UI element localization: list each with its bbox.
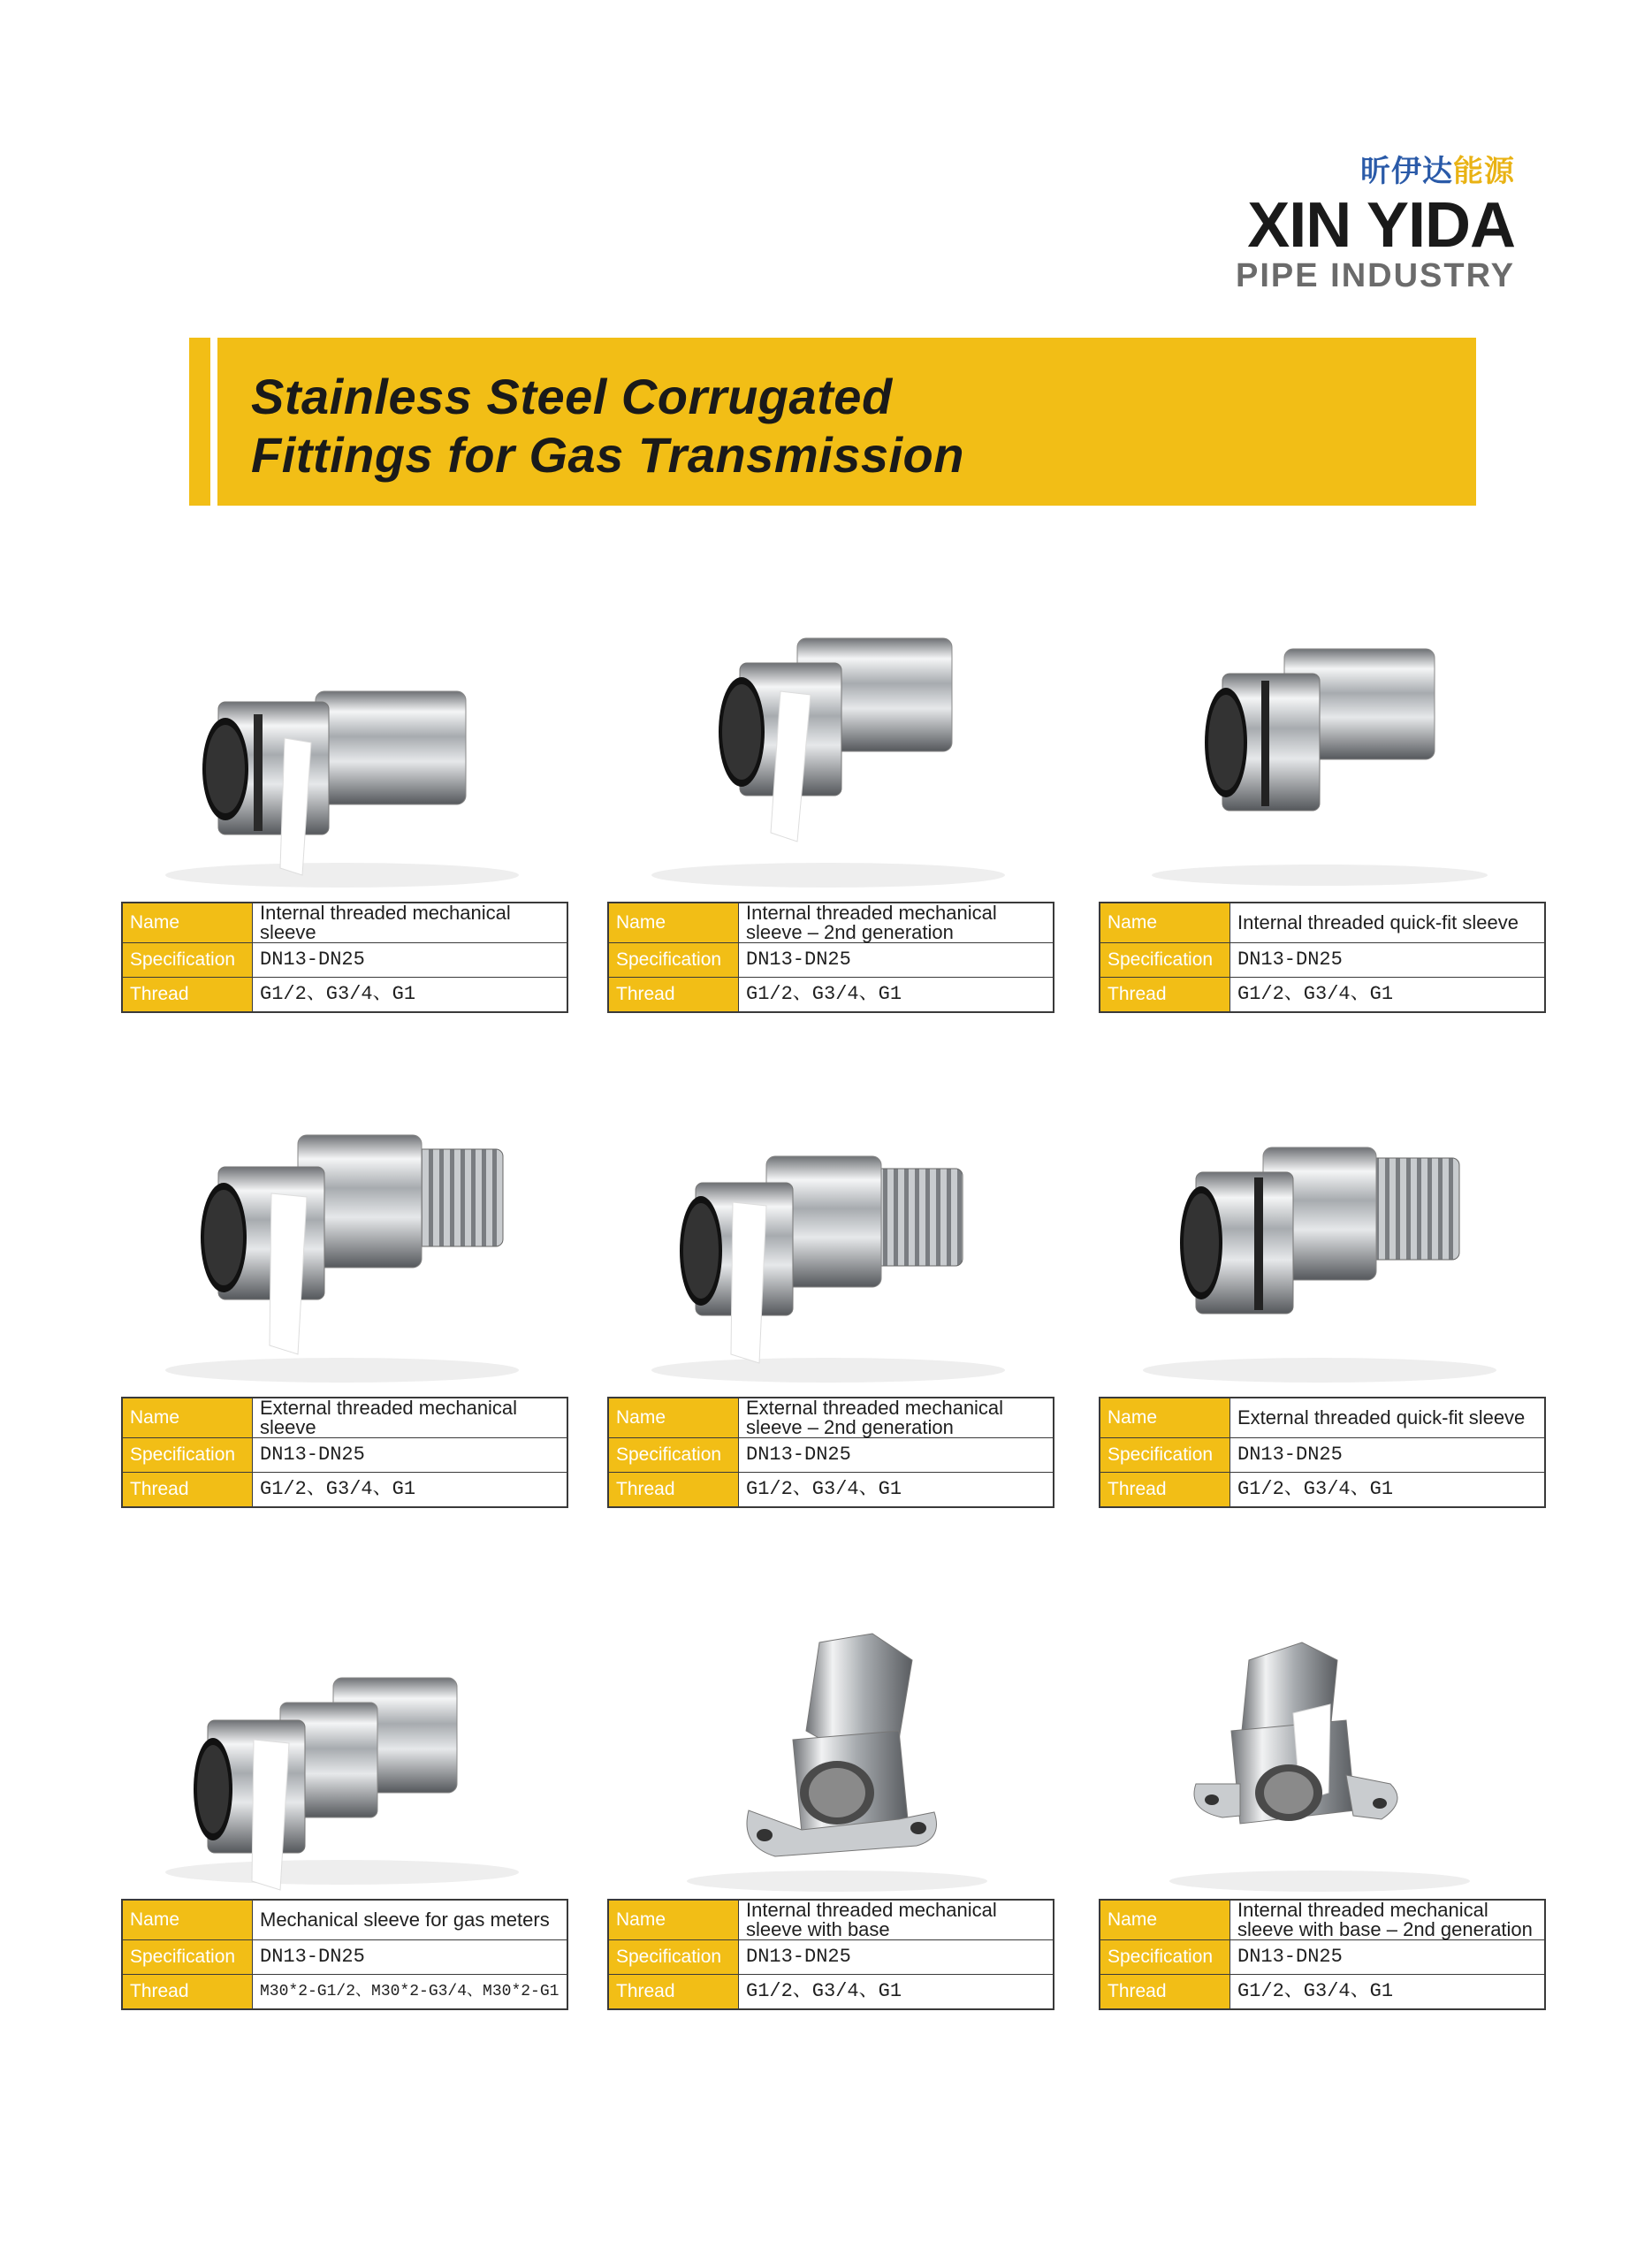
product-image-external-sleeve bbox=[121, 1105, 568, 1397]
spec-row-specification bbox=[608, 943, 1054, 978]
product-name: Internal threaded mechanical sleeve with base – 2nd generation bbox=[1230, 1900, 1546, 1940]
product-card-9 bbox=[1099, 1607, 1546, 2010]
thread-label: Thread bbox=[122, 978, 253, 1013]
spec-row-thread bbox=[1100, 1975, 1545, 2010]
title-accent-bar bbox=[189, 338, 210, 506]
page-title bbox=[251, 368, 964, 484]
specification-label: Specification bbox=[608, 1438, 739, 1473]
product-name: External threaded mechanical sleeve bbox=[253, 1398, 568, 1438]
spec-row-specification bbox=[608, 1438, 1054, 1473]
spec-row-name bbox=[122, 1398, 567, 1438]
spec-row-thread bbox=[122, 978, 567, 1013]
thread-label: Thread bbox=[608, 1975, 739, 2010]
spec-table-5 bbox=[607, 1397, 1054, 1508]
product-thread: G1/2、G3/4、G1 bbox=[1230, 1975, 1546, 2010]
product-thread: M30*2-G1/2、M30*2-G3/4、M30*2-G1 bbox=[253, 1975, 568, 2010]
name-label: Name bbox=[122, 903, 253, 943]
product-specification: DN13-DN25 bbox=[253, 943, 568, 978]
spec-row-specification bbox=[122, 1438, 567, 1473]
specification-label: Specification bbox=[1100, 943, 1230, 978]
thread-label: Thread bbox=[608, 978, 739, 1013]
name-label: Name bbox=[122, 1398, 253, 1438]
product-name: External threaded quick-fit sleeve bbox=[1230, 1398, 1546, 1438]
title-banner bbox=[217, 338, 1476, 506]
brand-cn-part2: 能源 bbox=[1453, 154, 1515, 189]
product-thread: G1/2、G3/4、G1 bbox=[739, 978, 1054, 1013]
specification-label: Specification bbox=[1100, 1438, 1230, 1473]
product-image-internal-quick-fit bbox=[1099, 610, 1546, 902]
product-image-external-quick-fit bbox=[1099, 1105, 1546, 1397]
spec-row-name bbox=[608, 1398, 1054, 1438]
spec-row-name bbox=[608, 903, 1054, 943]
product-specification: DN13-DN25 bbox=[1230, 1940, 1546, 1975]
spec-row-specification bbox=[1100, 943, 1545, 978]
specification-label: Specification bbox=[122, 1438, 253, 1473]
product-specification: DN13-DN25 bbox=[739, 1438, 1054, 1473]
spec-table-1 bbox=[121, 902, 568, 1013]
product-thread: G1/2、G3/4、G1 bbox=[253, 978, 568, 1013]
product-image-sleeve-with-base bbox=[607, 1607, 1054, 1899]
product-name: Internal threaded mechanical sleeve – 2nd generation bbox=[739, 903, 1054, 943]
thread-label: Thread bbox=[1100, 1975, 1230, 2010]
spec-row-thread bbox=[1100, 1473, 1545, 1508]
thread-label: Thread bbox=[122, 1975, 253, 2010]
spec-table-6 bbox=[1099, 1397, 1546, 1508]
spec-row-thread bbox=[122, 1975, 567, 2010]
spec-row-name bbox=[122, 903, 567, 943]
product-image-sleeve-with-base-2nd-gen bbox=[1099, 1607, 1546, 1899]
specification-label: Specification bbox=[1100, 1940, 1230, 1975]
page-title-line2: Fittings for Gas Transmission bbox=[251, 427, 964, 483]
spec-table-8 bbox=[607, 1899, 1054, 2010]
brand-cn-part1: 昕伊达 bbox=[1360, 154, 1453, 189]
product-specification: DN13-DN25 bbox=[253, 1438, 568, 1473]
spec-row-thread bbox=[1100, 978, 1545, 1013]
spec-row-thread bbox=[608, 1473, 1054, 1508]
product-image-external-sleeve-2nd-gen bbox=[607, 1105, 1054, 1397]
product-specification: DN13-DN25 bbox=[1230, 943, 1546, 978]
product-card-5 bbox=[607, 1105, 1054, 1508]
name-label: Name bbox=[122, 1900, 253, 1940]
spec-table-7 bbox=[121, 1899, 568, 2010]
product-card-3 bbox=[1099, 610, 1546, 1013]
name-label: Name bbox=[608, 1398, 739, 1438]
spec-row-name bbox=[1100, 1900, 1545, 1940]
product-name: Internal threaded quick-fit sleeve bbox=[1230, 903, 1546, 943]
brand-logo bbox=[1236, 152, 1515, 295]
product-thread: G1/2、G3/4、G1 bbox=[1230, 978, 1546, 1013]
product-name: Mechanical sleeve for gas meters bbox=[253, 1900, 568, 1940]
thread-label: Thread bbox=[608, 1473, 739, 1508]
product-image-internal-sleeve-2nd-gen bbox=[607, 610, 1054, 902]
page-title-line1: Stainless Steel Corrugated bbox=[251, 369, 893, 424]
product-specification: DN13-DN25 bbox=[739, 943, 1054, 978]
name-label: Name bbox=[1100, 903, 1230, 943]
product-thread: G1/2、G3/4、G1 bbox=[253, 1473, 568, 1508]
product-thread: G1/2、G3/4、G1 bbox=[739, 1975, 1054, 2010]
spec-row-specification bbox=[122, 1940, 567, 1975]
specification-label: Specification bbox=[122, 943, 253, 978]
name-label: Name bbox=[1100, 1398, 1230, 1438]
spec-row-specification bbox=[1100, 1940, 1545, 1975]
product-image-internal-sleeve bbox=[121, 610, 568, 902]
name-label: Name bbox=[608, 1900, 739, 1940]
brand-tagline: PIPE INDUSTRY bbox=[1236, 257, 1515, 294]
product-thread: G1/2、G3/4、G1 bbox=[1230, 1473, 1546, 1508]
product-name: Internal threaded mechanical sleeve with base bbox=[739, 1900, 1054, 1940]
specification-label: Specification bbox=[608, 1940, 739, 1975]
name-label: Name bbox=[608, 903, 739, 943]
spec-row-name bbox=[608, 1900, 1054, 1940]
spec-row-name bbox=[1100, 1398, 1545, 1438]
brand-name: XIN YIDA bbox=[1247, 190, 1515, 261]
spec-row-thread bbox=[122, 1473, 567, 1508]
spec-row-name bbox=[122, 1900, 567, 1940]
product-card-6 bbox=[1099, 1105, 1546, 1508]
spec-row-specification bbox=[122, 943, 567, 978]
spec-row-thread bbox=[608, 978, 1054, 1013]
brand-chinese-name bbox=[1236, 152, 1515, 191]
spec-table-4 bbox=[121, 1397, 568, 1508]
specification-label: Specification bbox=[122, 1940, 253, 1975]
spec-row-specification bbox=[608, 1940, 1054, 1975]
specification-label: Specification bbox=[608, 943, 739, 978]
thread-label: Thread bbox=[1100, 1473, 1230, 1508]
product-specification: DN13-DN25 bbox=[253, 1940, 568, 1975]
spec-table-9 bbox=[1099, 1899, 1546, 2010]
product-card-4 bbox=[121, 1105, 568, 1508]
name-label: Name bbox=[1100, 1900, 1230, 1940]
spec-row-name bbox=[1100, 903, 1545, 943]
product-card-8 bbox=[607, 1607, 1054, 2010]
product-image-gas-meter-sleeve bbox=[121, 1607, 568, 1899]
product-specification: DN13-DN25 bbox=[739, 1940, 1054, 1975]
product-specification: DN13-DN25 bbox=[1230, 1438, 1546, 1473]
spec-row-specification bbox=[1100, 1438, 1545, 1473]
spec-table-3 bbox=[1099, 902, 1546, 1013]
thread-label: Thread bbox=[1100, 978, 1230, 1013]
product-name: External threaded mechanical sleeve – 2nd generation bbox=[739, 1398, 1054, 1438]
product-name: Internal threaded mechanical sleeve bbox=[253, 903, 568, 943]
product-card-1 bbox=[121, 610, 568, 1013]
product-card-2 bbox=[607, 610, 1054, 1013]
spec-row-thread bbox=[608, 1975, 1054, 2010]
product-thread: G1/2、G3/4、G1 bbox=[739, 1473, 1054, 1508]
spec-table-2 bbox=[607, 902, 1054, 1013]
product-card-7 bbox=[121, 1607, 568, 2010]
thread-label: Thread bbox=[122, 1473, 253, 1508]
